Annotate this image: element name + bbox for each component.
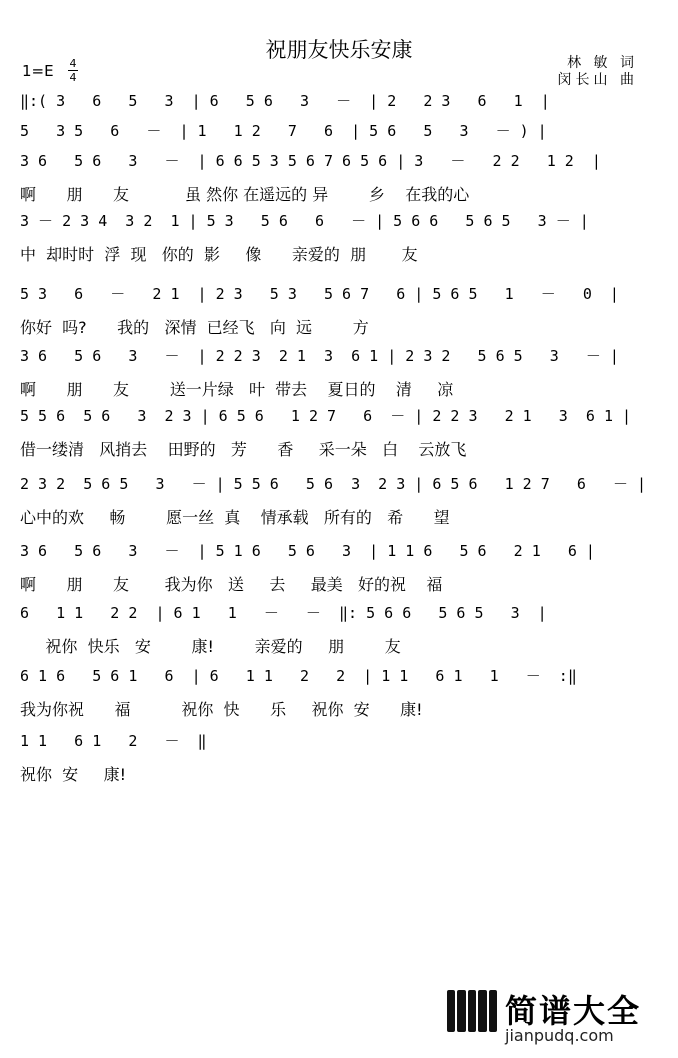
lyrics-line: 啊 朋 友 虽 然你 在遥远的 异 乡 在我的心 [20, 185, 470, 204]
notation-line: 2 3 2 5 6 5 3 － | 5 5 6 5 6 3 2 3 | 6 5 6 1 2 7 6 － | [20, 475, 647, 493]
notation-line: ‖:( 3 6 5 3 | 6 5 6 3 － | 2 2 3 6 1 | [20, 92, 550, 110]
notation-line: 5 3 5 6 － | 1 1 2 7 6 | 5 6 5 3 － ) | [20, 122, 547, 140]
watermark-brand: 简谱大全 [505, 992, 642, 1030]
notation-line: 3 6 5 6 3 － | 6 6 5 3 5 6 7 6 5 6 | 3 － 2 2 1 2 | [20, 152, 601, 170]
notation-line: 3 － 2 3 4 3 2 1 | 5 3 5 6 6 － | 5 6 6 5 6 5 3 － | [20, 212, 589, 230]
key-signature: 1=E [22, 62, 54, 80]
watermark-logo [447, 986, 662, 1048]
watermark-url: jianpudq.com [505, 1026, 614, 1045]
lyrics-line: 心中的欢 畅 愿一丝 真 情承载 所有的 希 望 [20, 508, 450, 527]
piano-keys-icon [447, 990, 497, 1032]
notation-line: 5 3 6 － 2 1 | 2 3 5 3 5 6 7 6 | 5 6 5 1 － 0 | [20, 285, 619, 303]
lyrics-line: 中 却时时 浮 现 你的 影 像 亲爱的 朋 友 [20, 245, 418, 264]
notation-line: 3 6 5 6 3 － | 2 2 3 2 1 3 6 1 | 2 3 2 5 6 5 3 － | [20, 347, 619, 365]
lyrics-line: 借一缕清 风捎去 田野的 芳 香 采一朵 白 云放飞 [20, 440, 467, 459]
notation-line: 5 5 6 5 6 3 2 3 | 6 5 6 1 2 7 6 － | 2 2 3 2 1 3 6 1 | [20, 407, 632, 425]
lyrics-line: 你好 吗? 我的 深情 已经飞 向 远 方 [20, 318, 369, 337]
time-signature-top: 4 [69, 57, 77, 70]
notation-line: 6 1 1 2 2 | 6 1 1 － － ‖: 5 6 6 5 6 5 3 | [20, 604, 547, 622]
time-signature-bottom: 4 [69, 71, 77, 84]
lyrics-line: 啊 朋 友 我为你 送 去 最美 好的祝 福 [20, 575, 443, 594]
lyrics-line: 我为你祝 福 祝你 快 乐 祝你 安 康! [20, 700, 423, 719]
composer-credit: 闵长山 曲 [557, 72, 638, 88]
notation-line: 3 6 5 6 3 － | 5 1 6 5 6 3 | 1 1 6 5 6 2 1 6 | [20, 542, 595, 560]
lyrics-line: 祝你 安 康! [20, 765, 127, 784]
time-signature [68, 58, 78, 83]
score-title: 祝朋友快乐安康 [265, 38, 413, 62]
lyrics-line: 祝你 快乐 安 康! 亲爱的 朋 友 [20, 637, 401, 656]
lyrics-line: 啊 朋 友 送一片绿 叶 带去 夏日的 清 凉 [20, 380, 454, 399]
notation-line: 1 1 6 1 2 － ‖ [20, 732, 207, 750]
lyricist-credit: 林 敏 词 [567, 55, 638, 71]
notation-line: 6 1 6 5 6 1 6 | 6 1 1 2 2 | 1 1 6 1 1 － :‖ [20, 667, 577, 685]
